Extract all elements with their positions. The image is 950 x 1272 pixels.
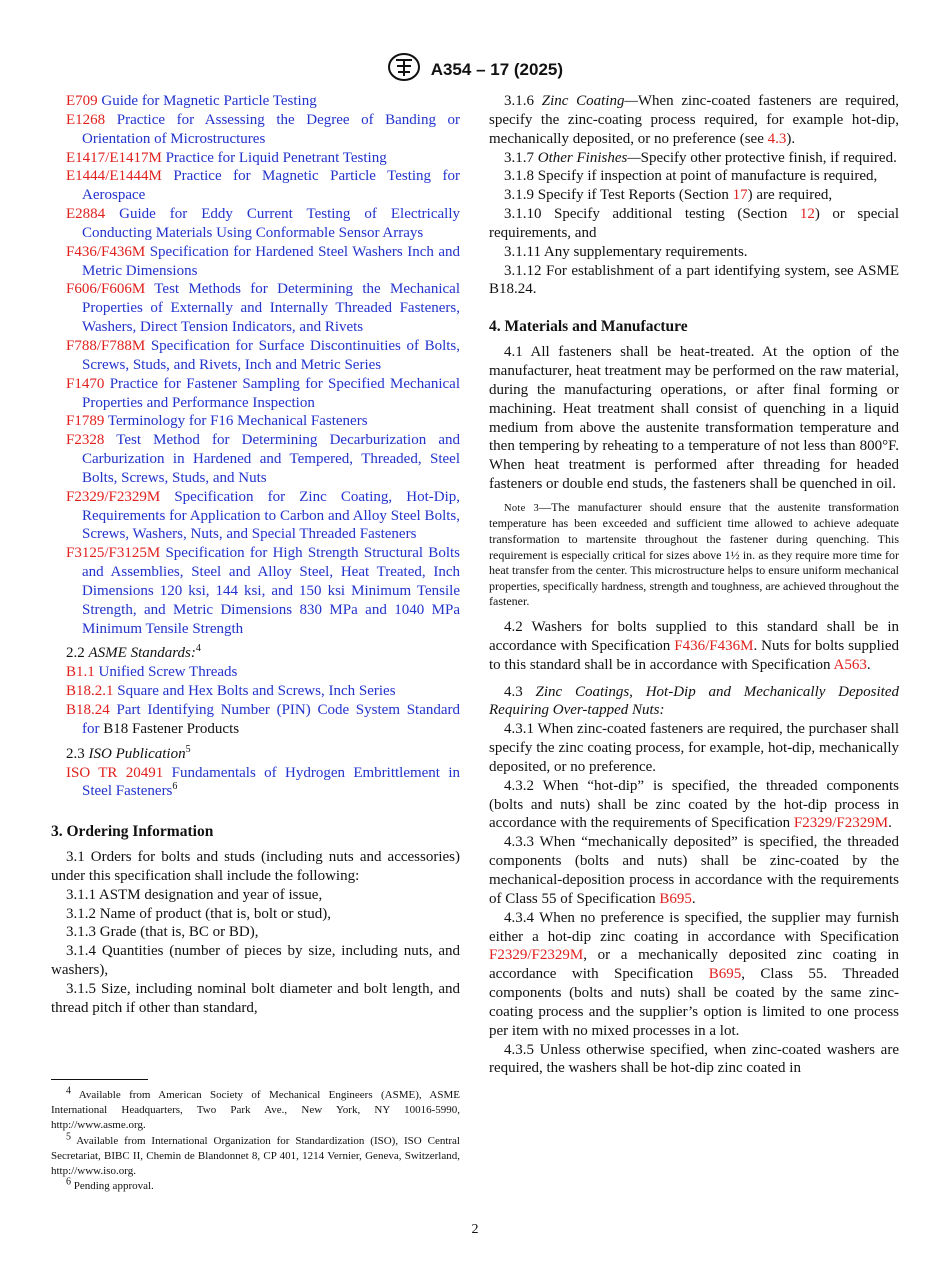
reference-item — [51, 682, 460, 701]
footnotes — [51, 1085, 460, 1194]
reference-item — [51, 544, 460, 638]
reference-item — [51, 412, 460, 431]
para-3-1-12: 3.1.12 For establishment of a part identifying system, see ASME B18.24. — [489, 262, 899, 298]
reference-title-link[interactable]: Fundamentals of Hydrogen Embrittlement in Steel Fasteners — [82, 764, 461, 800]
section-4-heading: 4. Materials and Manufacture — [489, 318, 688, 336]
reference-title-link[interactable]: Practice for Liquid Penetrant Testing — [165, 149, 387, 166]
reference-item — [51, 337, 460, 375]
reference-item — [51, 375, 460, 413]
reference-code-link[interactable]: B18.24 — [66, 702, 110, 718]
link-b695-b[interactable]: B695 — [708, 966, 742, 983]
reference-title-link[interactable]: Practice for Fastener Sampling for Specified Mechanical Properties and Performance Inspection — [82, 375, 461, 411]
reference-title-link[interactable]: Practice for Magnetic Particle Testing for Aerospace — [82, 168, 461, 204]
reference-title-link[interactable]: Guide for Magnetic Particle Testing — [101, 93, 317, 109]
reference-item — [51, 701, 460, 739]
reference-title-link[interactable]: Specification for Surface Discontinuities of Bolts, Screws, Studs, and Rivets, Inch and Metric Series — [82, 337, 461, 373]
asme-references-list — [51, 663, 460, 738]
footnote-4: $^4$ Available from American Society of Mechanical Engineers (ASME), ASME International Headquarters, Two Park Ave., New York, NY 10016-5990, http://www.asme.org. — [51, 1085, 460, 1132]
para-4-1: 4.1 All fasteners shall be heat-treated. At the option of the manufacturer, heat treatment may be performed on the raw material, during the manufacturing operations, or after final forming or machining. Heat treatment shall consist of quenching in a liquid medium from above the austenite transformation temperature and then tempering by reheating to a temperature of not less than 800°F. When heat treatment is performed after threading for headed fasteners or double end studs, the fasteners shall be quenched in oil. — [489, 344, 899, 493]
para-3-1-1: 3.1.1 ASTM designation and year of issue, — [66, 886, 323, 903]
link-b695[interactable]: B695 — [659, 890, 692, 907]
reference-item — [51, 92, 460, 111]
page-header — [0, 52, 950, 86]
para-3-1-5: 3.1.5 Size, including nominal bolt diameter and bolt length, and thread pitch if other than standard, — [51, 980, 460, 1016]
iso-publication-heading: 2.3 ISO Publication$^5$ — [66, 743, 191, 762]
reference-code-link[interactable]: E2884 — [66, 206, 106, 223]
reference-item — [51, 149, 460, 168]
para-3-1-8: 3.1.8 Specify if inspection at point of manufacture is required, — [504, 168, 878, 185]
para-3-1-9: 3.1.9 Specify if Test Reports (Section 17) are required, — [504, 187, 833, 204]
footnote-5: $^5$ Available from International Organization for Standardization (ISO), ISO Central Secretariat, BIBC II, Chemin de Blandonnet 8, CP 401, 1214 Vernier, Geneva, Switzerland, http://www.iso.org. — [51, 1130, 460, 1178]
para-4-3-5: 4.3.5 Unless otherwise specified, when zinc-coated washers are required, the washers shall be hot-dip zinc coated in — [489, 1041, 899, 1077]
reference-title-link[interactable]: Practice for Assessing the Degree of Banding or Orientation of Microstructures — [82, 111, 461, 147]
reference-title-link[interactable]: Test Methods for Determining the Mechanical Properties of Externally and Internally Threaded Fasteners, Washers, Direct Tension Indicators, and Rivets — [82, 281, 460, 336]
link-f2329[interactable]: F2329/F2329M — [793, 815, 889, 832]
reference-code-link[interactable]: F3125/F3125M — [66, 545, 161, 562]
reference-code-link[interactable]: E1268 — [66, 111, 106, 128]
para-3-1-2: 3.1.2 Name of product (that is, bolt or stud), — [66, 905, 331, 922]
reference-title-link[interactable]: Part Identifying Number (PIN) Code System Standard for — [82, 702, 461, 737]
reference-code-link[interactable]: F1789 — [66, 413, 105, 430]
right-column — [489, 92, 899, 1078]
asme-standards-heading: 2.2 ASME Standards:$^4$ — [66, 643, 201, 662]
link-4-3[interactable]: 4.3 — [767, 130, 787, 147]
iso-references-list — [51, 764, 460, 802]
reference-item — [51, 111, 460, 149]
link-a563[interactable]: A563 — [833, 656, 867, 673]
reference-title-link[interactable]: Guide for Eddy Current Testing of Electrically Conducting Materials Using Conformable Sensor Arrays — [82, 206, 460, 241]
reference-title-link[interactable]: Test Method for Determining Decarburization and Carburization in Hardened and Tempered, Threaded, Steel Bolts, Screws, Studs, and Nuts — [82, 432, 461, 486]
footnote-marker: 6 — [172, 781, 178, 793]
reference-code-link[interactable]: E1444/E1444M — [66, 168, 162, 185]
reference-code-link[interactable]: E709 — [66, 93, 98, 109]
reference-code-link[interactable]: F606/F606M — [66, 281, 146, 298]
reference-code-link[interactable]: ISO TR 20491 — [66, 764, 164, 781]
reference-item — [51, 280, 460, 337]
reference-item — [51, 205, 460, 243]
note-3: Note 3—The manufacturer should ensure that the austenite transformation temperature has been exceeded and sufficient time allowed to achieve adequate transformation to martensite throughout the fastener during quenching. This requirement is especially critical for sizes above 1½ in. as they require more time for heat transfer from the center. This microstructure helps to ensure uniform mechanical properties, specifically hardness, strength and toughness, are achieved throughout the fastener. — [489, 499, 899, 609]
para-3-1-11: 3.1.11 Any supplementary requirements. — [504, 243, 748, 260]
link-f436[interactable]: F436/F436M — [674, 637, 754, 654]
reference-title-link[interactable]: Specification for Zinc Coating, Hot-Dip, Requirements for Application to Carbon and Alloy Steel Bolts, Screws, Washers, Nuts, and Special Threaded Fasteners — [82, 488, 461, 543]
reference-item — [51, 663, 460, 682]
reference-item — [51, 167, 460, 205]
para-3-1: 3.1 Orders for bolts and studs (including nuts and accessories) under this specification shall include the following: — [51, 849, 460, 884]
link-f2329-b[interactable]: F2329/F2329M — [489, 947, 584, 964]
document-designation: A354 – 17 (2025) — [430, 59, 564, 79]
reference-title-link[interactable]: Terminology for F16 Mechanical Fasteners — [107, 413, 368, 430]
reference-title-link[interactable]: Square and Hex Bolts and Screws, Inch Series — [117, 683, 396, 700]
reference-code-link[interactable]: E1417/E1417M — [66, 149, 162, 166]
reference-item — [51, 431, 460, 488]
reference-code-link[interactable]: B18.2.1 — [66, 683, 114, 700]
para-3-1-3: 3.1.3 Grade (that is, BC or BD), — [66, 924, 259, 941]
para-4-3-2: 4.3.2 When “hot-dip” is specified, the threaded components (bolts and nuts) shall be zinc coated by the hot-dip process in accordance with the requirements of Specification F2329/F2329M. — [489, 777, 899, 832]
para-3-1-10: 3.1.10 Specify additional testing (Section 12) or special requirements, and — [489, 206, 899, 241]
reference-code-link[interactable]: B1.1 — [66, 664, 95, 681]
para-4-3: 4.3 Zinc Coatings, Hot-Dip and Mechanically Deposited Requiring Over-tapped Nuts: — [489, 683, 900, 719]
para-3-1-6: 3.1.6 Zinc Coating—When zinc-coated fasteners are required, specify the zinc-coating process required, for example hot-dip, mechanically deposited, or no preference (see 4.3). — [489, 93, 899, 147]
reference-code-link[interactable]: F436/F436M — [66, 243, 146, 260]
para-4-3-4: 4.3.4 When no preference is specified, the supplier may furnish either a hot-dip zinc coating in accordance with Specification F2329/F2329M, or a mechanically deposited zinc coating in accordance with Specification B695, Class 55. Threaded components (bolts and nuts) shall be coated by the same zinc-coating process and the supplier’s option is limited to one process per item with no mixed processes in a lot. — [489, 909, 899, 1039]
para-3-1-4: 3.1.4 Quantities (number of pieces by size, including nuts, and washers), — [51, 943, 460, 979]
footnote-rule — [51, 1079, 148, 1080]
reference-item — [51, 764, 460, 802]
reference-title-link[interactable]: Specification for High Strength Structural Bolts and Assemblies, Steel and Alloy Steel, Heat Treated, Inch Dimensions 120 ksi, 144 ksi, and 150 ksi Minimum Tensile Strength, and Metric Dimensions 830 MPa and 1040 MPa Minimum Tensile Strength — [82, 545, 460, 637]
reference-code-link[interactable]: F2328 — [66, 432, 105, 449]
link-section-12[interactable]: 12 — [799, 206, 815, 223]
page-number: 2 — [471, 1222, 479, 1237]
para-4-3-1: 4.3.1 When zinc-coated fasteners are required, the purchaser shall specify the zinc coating process, for example, hot-dip, mechanically deposited, or no preference. — [489, 721, 899, 775]
referenced-documents-list — [51, 92, 460, 638]
reference-code-link[interactable]: F2329/F2329M — [66, 488, 161, 505]
link-section-17[interactable]: 17 — [732, 187, 748, 204]
reference-title-link[interactable]: Specification for Hardened Steel Washers Inch and Metric Dimensions — [82, 243, 460, 279]
reference-title-tail: B18 Fastener Products — [103, 720, 240, 737]
para-4-3-3: 4.3.3 When “mechanically deposited” is specified, the threaded components (bolts and nuts) shall be zinc-coated by the mechanical-deposition process in accordance with the requirements of Class 55 of Specification B695. — [489, 834, 899, 907]
para-3-1-7: 3.1.7 Other Finishes—Specify other protective finish, if required. — [504, 149, 897, 166]
reference-item — [51, 243, 460, 281]
footnote-6: $^6$ Pending approval. — [66, 1176, 154, 1193]
para-4-2: 4.2 Washers for bolts supplied to this standard shall be in accordance with Specification F436/F436M. Nuts for bolts supplied to this standard shall be in accordance with Specification A563. — [489, 619, 899, 673]
section-3-heading: 3. Ordering Information — [51, 823, 214, 841]
reference-code-link[interactable]: F1470 — [66, 375, 105, 392]
reference-code-link[interactable]: F788/F788M — [66, 337, 146, 354]
astm-logo-icon — [387, 52, 421, 87]
reference-item — [51, 488, 460, 545]
left-column — [51, 92, 460, 1018]
reference-title-link[interactable]: Unified Screw Threads — [98, 664, 238, 681]
